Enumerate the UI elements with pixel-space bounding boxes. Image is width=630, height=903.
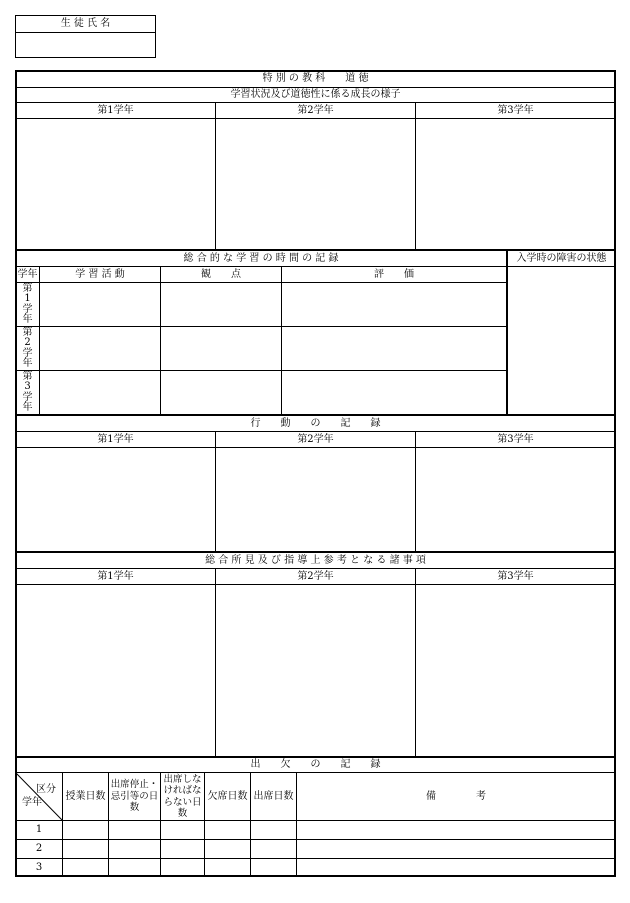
integrated-row-1-label — [16, 283, 39, 326]
integrated-header-viewpoint: 観 点 — [201, 268, 241, 280]
attendance-col-absence-days: 欠席日数 — [207, 790, 248, 802]
overall-year-3-field[interactable] — [416, 585, 615, 756]
moral-subtitle: 学習状況及び道徳性に係る成長の様子 — [230, 89, 401, 100]
integrated-row-1-activity[interactable] — [40, 283, 160, 326]
label-char: 学 — [22, 303, 33, 315]
attendance-title: 出 欠 の 記 録 — [250, 759, 381, 770]
integrated-row-2-activity[interactable] — [40, 327, 160, 370]
label-char: 学 — [22, 347, 33, 359]
student-name-label: 生 徒 氏 名 — [60, 18, 111, 29]
student-name-field[interactable] — [16, 33, 155, 57]
integrated-header-activity: 学 習 活 動 — [75, 268, 125, 280]
overall-year-1-field[interactable] — [16, 585, 215, 756]
label-char: 年 — [22, 314, 33, 325]
attendance-corner-top: 区分 — [36, 784, 56, 795]
behavior-year-2-field[interactable] — [216, 448, 415, 551]
moral-year-3-field[interactable] — [416, 119, 615, 249]
moral-title: 特 別 の 教 科 道 徳 — [262, 73, 369, 84]
behavior-year-2: 第2学年 — [297, 433, 334, 445]
moral-year-1-field[interactable] — [16, 119, 215, 249]
overall-year-2: 第2学年 — [297, 570, 334, 582]
integrated-row-3-label — [16, 371, 39, 414]
integrated-row-3-evaluation[interactable] — [282, 371, 506, 414]
integrated-row-1-viewpoint[interactable] — [161, 283, 281, 326]
disability-field[interactable] — [508, 267, 615, 414]
label-char: 3 — [24, 381, 31, 392]
integrated-row-2-label — [16, 327, 39, 370]
attendance-row-2-cells[interactable] — [63, 840, 615, 858]
overall-year-2-field[interactable] — [216, 585, 415, 756]
behavior-year-1: 第1学年 — [97, 433, 134, 445]
integrated-row-2-evaluation[interactable] — [282, 327, 506, 370]
label-char: 第 — [22, 282, 33, 294]
integrated-row-2-viewpoint[interactable] — [161, 327, 281, 370]
moral-year-2-field[interactable] — [216, 119, 415, 249]
moral-year-2: 第2学年 — [297, 104, 334, 116]
integrated-row-3-viewpoint[interactable] — [161, 371, 281, 414]
integrated-header-grade: 学年 — [17, 268, 38, 280]
attendance-row-1-cells[interactable] — [63, 821, 615, 839]
attendance-col-lesson-days: 授業日数 — [65, 790, 106, 802]
label-char: 2 — [24, 337, 31, 348]
integrated-title: 総 合 的 な 学 習 の 時 間 の 記 録 — [183, 252, 339, 264]
attendance-row-3-grade: 3 — [35, 861, 43, 873]
integrated-row-1-evaluation[interactable] — [282, 283, 506, 326]
attendance-row-3-cells[interactable] — [63, 859, 615, 876]
attendance-row-1-grade: 1 — [35, 824, 43, 835]
overall-year-1: 第1学年 — [97, 570, 134, 582]
attendance-col-suspension-days: 出席停止・忌引等の日数 — [110, 779, 159, 814]
attendance-corner-bottom: 学年 — [22, 797, 42, 808]
overall-title: 総 合 所 見 及 び 指 導 上 参 考 と な る 諸 事 項 — [205, 554, 426, 566]
attendance-col-remarks: 備 考 — [426, 790, 486, 802]
attendance-col-required-days: 出席しなければならない日数 — [163, 773, 202, 819]
moral-year-3: 第3学年 — [497, 104, 534, 116]
label-char: 年 — [22, 358, 33, 369]
moral-year-1: 第1学年 — [97, 104, 134, 116]
label-char: 学 — [22, 391, 33, 403]
integrated-header-evaluation: 評 価 — [374, 268, 414, 280]
disability-title: 入学時の障害の状態 — [516, 252, 607, 264]
label-char: 年 — [22, 402, 33, 413]
behavior-year-1-field[interactable] — [16, 448, 215, 551]
behavior-year-3-field[interactable] — [416, 448, 615, 551]
label-char: 第 — [22, 326, 33, 338]
behavior-title: 行 動 の 記 録 — [250, 417, 381, 429]
integrated-row-3-activity[interactable] — [40, 371, 160, 414]
attendance-row-2-grade: 2 — [35, 843, 43, 854]
attendance-col-present-days: 出席日数 — [253, 790, 294, 802]
overall-year-3: 第3学年 — [497, 570, 534, 582]
behavior-year-3: 第3学年 — [497, 433, 534, 445]
label-char: 第 — [22, 370, 33, 382]
label-char: 1 — [24, 293, 31, 304]
